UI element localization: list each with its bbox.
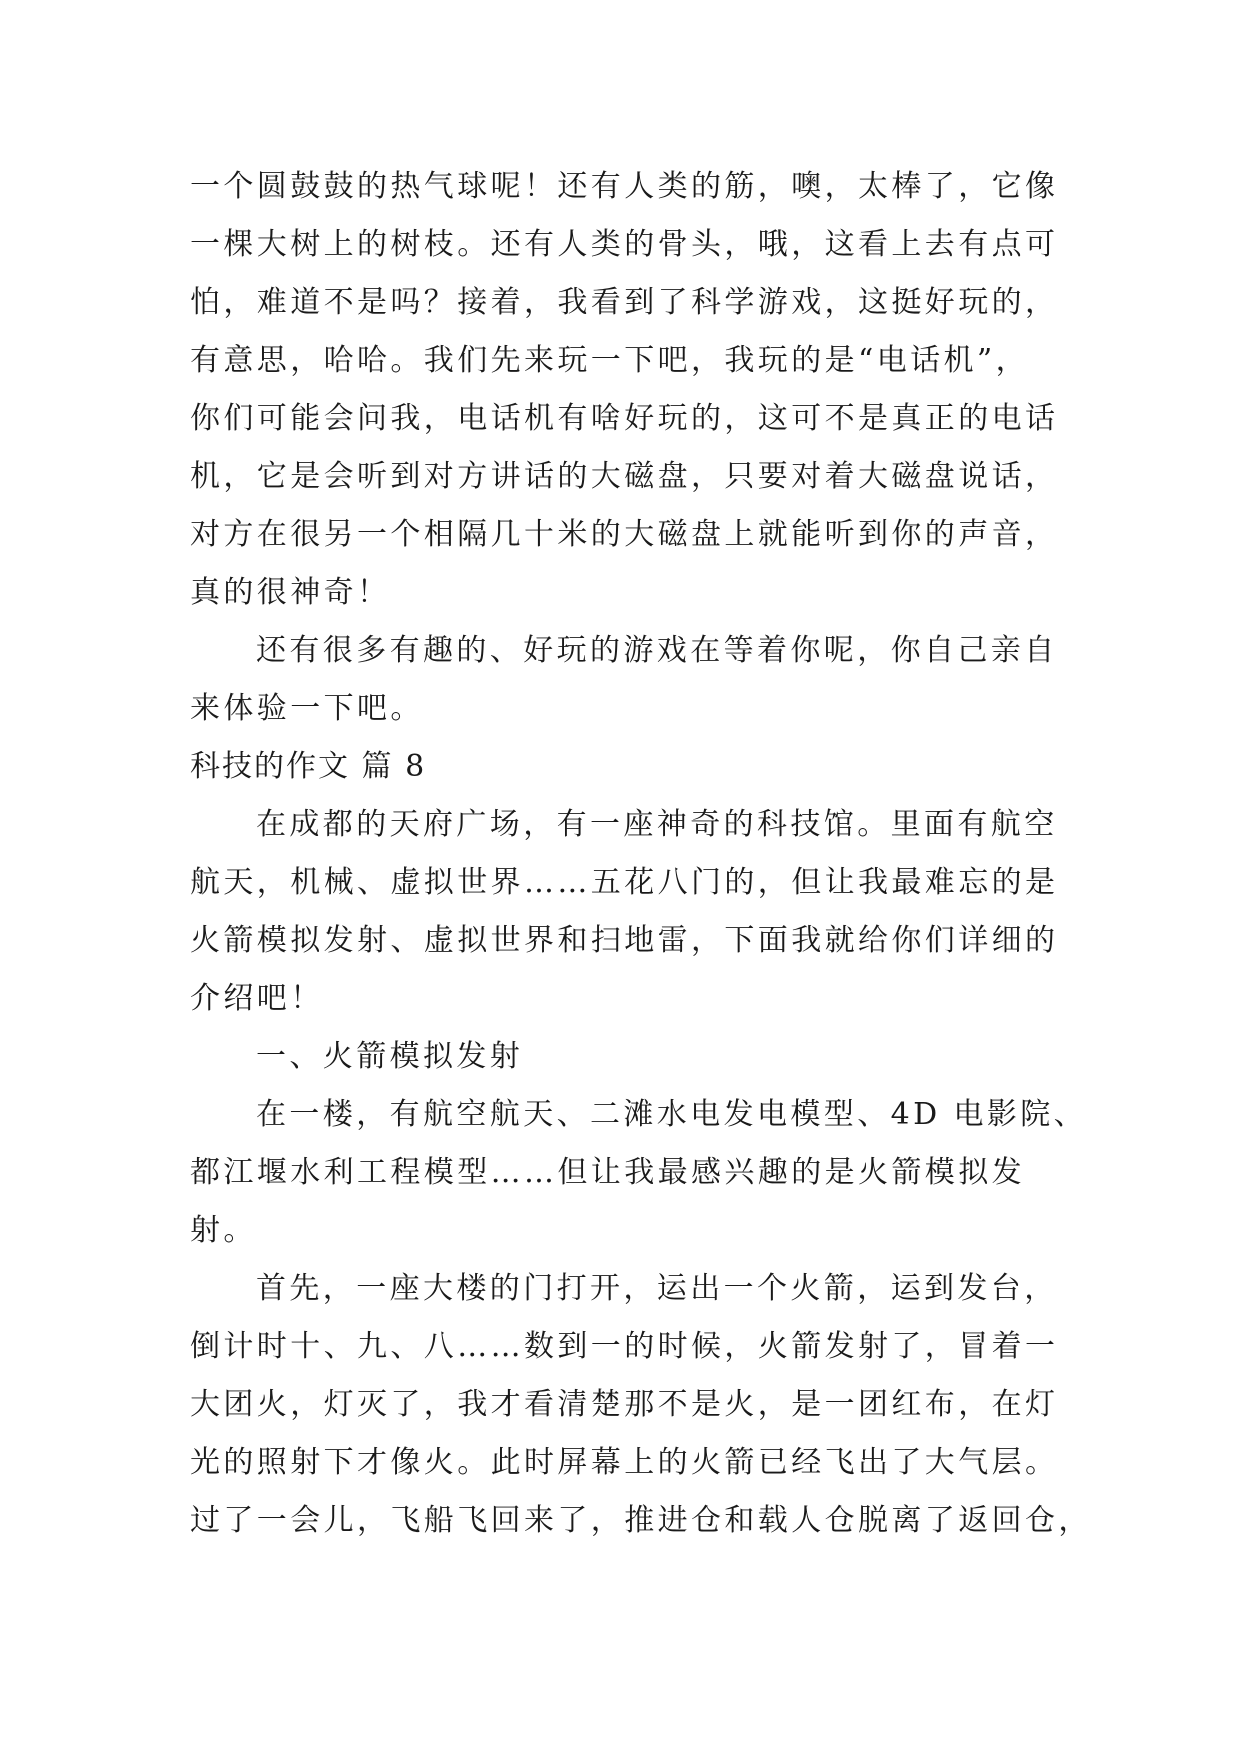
subheading: 一、火箭模拟发射 (256, 1039, 524, 1074)
text-line: 怕，难道不是吗？接着，我看到了科学游戏，这挺好玩的， (190, 285, 1059, 320)
text-line: 一个圆鼓鼓的热气球呢！还有人类的筋，噢，太棒了，它像 (190, 169, 1059, 204)
text-line: 首先，一座大楼的门打开，运出一个火箭，运到发台， (256, 1271, 1058, 1306)
text-line: 在成都的天府广场，有一座神奇的科技馆。里面有航空 (256, 807, 1058, 842)
text-line: 航天，机械、虚拟世界……五花八门的，但让我最难忘的是 (190, 865, 1059, 900)
text-line: 大团火，灯灭了，我才看清楚那不是火，是一团红布，在灯 (190, 1387, 1059, 1422)
text-line: 真的很神奇！ (190, 575, 391, 610)
text-line: 在一楼，有航空航天、二滩水电发电模型、4D 电影院、 (256, 1097, 1088, 1132)
text-line: 有意思，哈哈。我们先来玩一下吧，我玩的是“电话机”， (190, 343, 1030, 378)
text-line: 火箭模拟发射、虚拟世界和扫地雷，下面我就给你们详细的 (190, 923, 1059, 958)
text-line: 还有很多有趣的、好玩的游戏在等着你呢，你自己亲自 (256, 633, 1058, 668)
text-line: 过了一会儿，飞船飞回来了，推进仓和载人仓脱离了返回仓， (190, 1503, 1092, 1538)
text-line: 机，它是会听到对方讲话的大磁盘，只要对着大磁盘说话， (190, 459, 1059, 494)
text-line: 光的照射下才像火。此时屏幕上的火箭已经飞出了大气层。 (190, 1445, 1059, 1480)
section-heading: 科技的作文 篇 8 (190, 749, 427, 784)
text-line: 倒计时十、九、八……数到一的时候，火箭发射了，冒着一 (190, 1329, 1059, 1364)
text-line: 一棵大树上的树枝。还有人类的骨头，哦，这看上去有点可 (190, 227, 1059, 262)
text-line: 都江堰水利工程模型……但让我最感兴趣的是火箭模拟发 (190, 1155, 1025, 1190)
text-line: 射。 (190, 1213, 257, 1248)
text-line: 对方在很另一个相隔几十米的大磁盘上就能听到你的声音， (190, 517, 1059, 552)
text-line: 来体验一下吧。 (190, 691, 424, 726)
text-line: 介绍吧！ (190, 981, 324, 1016)
text-line: 你们可能会问我，电话机有啥好玩的，这可不是真正的电话 (190, 401, 1059, 436)
